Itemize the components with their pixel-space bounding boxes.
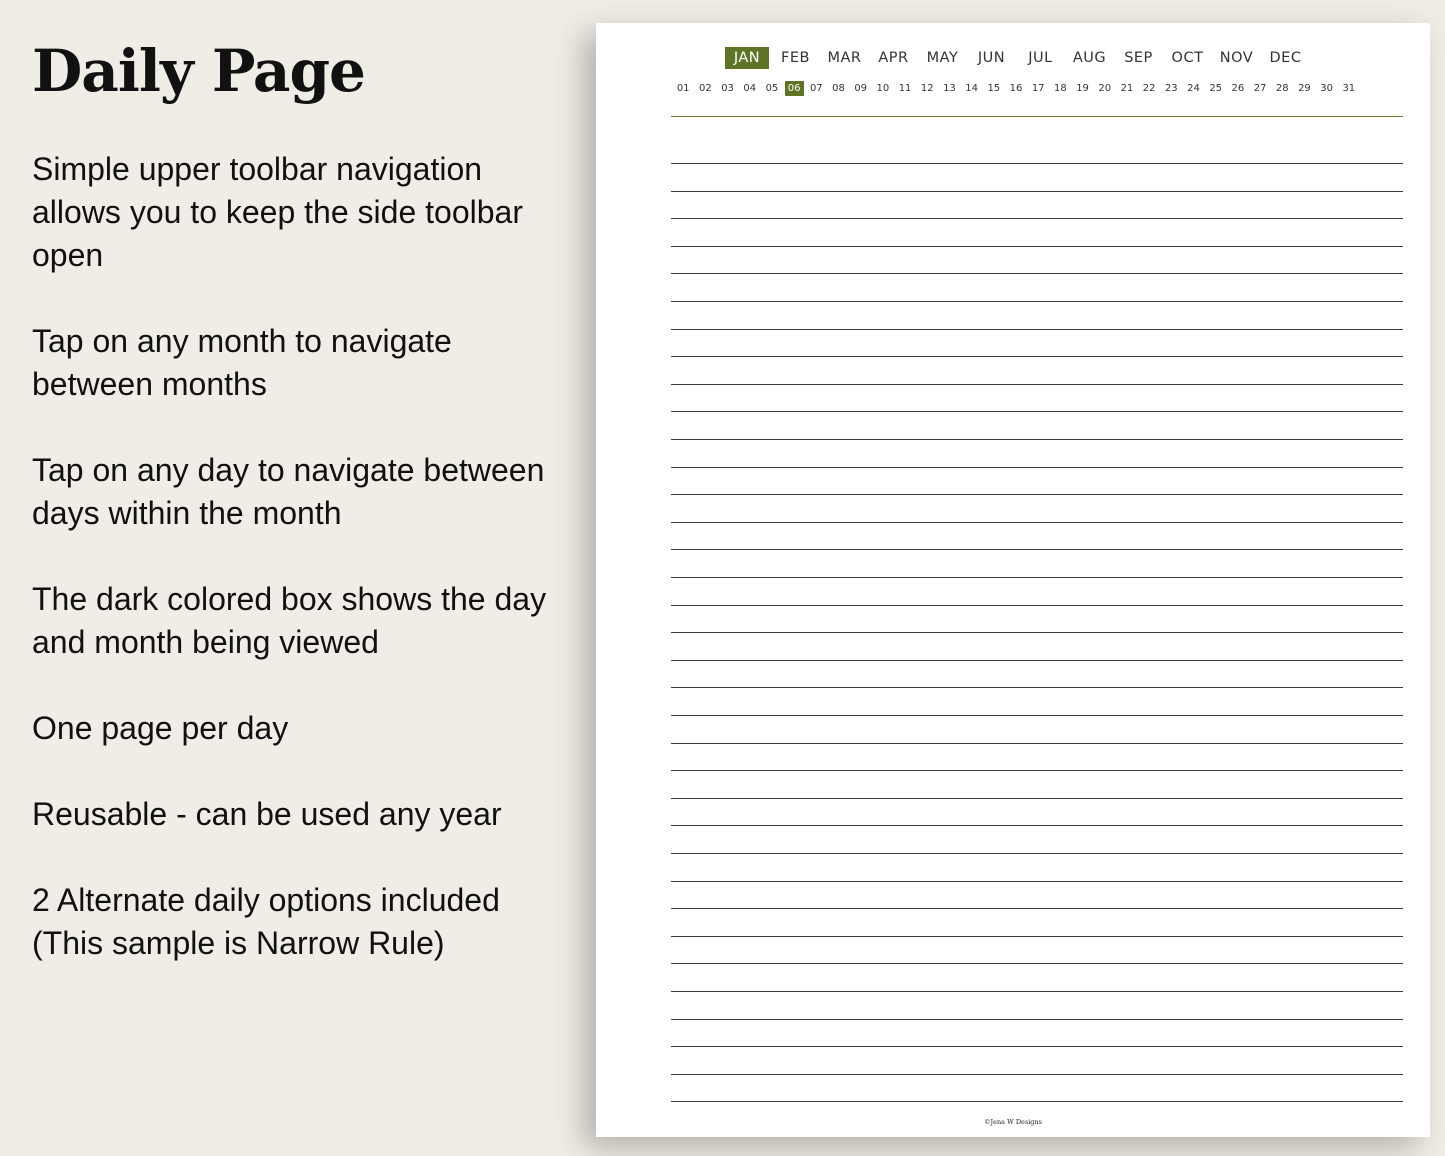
ruled-line [671, 881, 1403, 882]
day-link-31[interactable]: 31 [1342, 83, 1356, 94]
day-link-27[interactable]: 27 [1253, 83, 1267, 94]
ruled-line [671, 743, 1403, 744]
day-link-20[interactable]: 20 [1098, 83, 1112, 94]
month-tab-jul[interactable]: JUL [1028, 50, 1053, 66]
feature-day-navigation: Tap on any day to navigate between days within the month [32, 452, 545, 531]
day-link-18[interactable]: 18 [1054, 83, 1067, 94]
month-tab-apr[interactable]: APR [878, 50, 909, 66]
day-link-14[interactable]: 14 [965, 83, 978, 94]
day-link-29[interactable]: 29 [1298, 83, 1311, 94]
ruled-line [671, 549, 1403, 550]
ruled-line [671, 936, 1403, 937]
day-link-09[interactable]: 09 [854, 83, 868, 94]
month-tab-mar[interactable]: MAR [827, 50, 862, 66]
ruled-line [671, 301, 1403, 302]
ruled-line [671, 605, 1403, 606]
day-link-04[interactable]: 04 [743, 83, 757, 94]
month-tab-jan[interactable]: JAN [725, 47, 769, 69]
day-link-01[interactable]: 01 [676, 83, 690, 94]
ruled-line [671, 191, 1403, 192]
day-link-30[interactable]: 30 [1320, 83, 1333, 94]
feature-one-page-per-day: One page per day [32, 710, 289, 746]
ruled-line [671, 798, 1403, 799]
month-tab-dec[interactable]: DEC [1269, 50, 1302, 66]
feature-reusable: Reusable - can be used any year [32, 796, 502, 832]
ruled-line [671, 577, 1403, 578]
ruled-line [671, 687, 1403, 688]
ruled-line [671, 908, 1403, 909]
day-link-08[interactable]: 08 [832, 83, 845, 94]
copyright-footer: ©Jena W Designs [984, 1118, 1042, 1126]
day-link-19[interactable]: 19 [1076, 83, 1089, 94]
month-tab-nov[interactable]: NOV [1219, 50, 1254, 66]
ruled-line [671, 522, 1403, 523]
day-link-24[interactable]: 24 [1187, 83, 1200, 94]
ruled-line [671, 715, 1403, 716]
page-title: Daily Page [32, 37, 365, 105]
ruled-line [671, 632, 1403, 633]
header-divider [671, 116, 1403, 117]
ruled-line [671, 494, 1403, 495]
day-link-21[interactable]: 21 [1120, 83, 1134, 94]
day-link-13[interactable]: 13 [943, 83, 956, 94]
ruled-line [671, 1101, 1403, 1102]
month-tab-jun[interactable]: JUN [977, 50, 1006, 66]
ruled-line [671, 273, 1403, 274]
day-link-16[interactable]: 16 [1009, 83, 1023, 94]
day-link-17[interactable]: 17 [1031, 83, 1045, 94]
ruled-line [671, 770, 1403, 771]
day-link-28[interactable]: 28 [1275, 83, 1289, 94]
month-navigation-bar [596, 47, 1430, 69]
ruled-line [671, 853, 1403, 854]
day-link-15[interactable]: 15 [987, 83, 1001, 94]
ruled-line [671, 411, 1403, 412]
ruled-line [671, 660, 1403, 661]
ruled-line [671, 218, 1403, 219]
day-link-07[interactable]: 07 [809, 83, 823, 94]
day-link-06[interactable]: 06 [785, 81, 804, 96]
day-link-26[interactable]: 26 [1231, 83, 1245, 94]
day-link-03[interactable]: 03 [721, 83, 734, 94]
day-link-05[interactable]: 05 [765, 83, 779, 94]
ruled-line [671, 1046, 1403, 1047]
description-panel [32, 0, 572, 1156]
ruled-line [671, 246, 1403, 247]
day-link-23[interactable]: 23 [1164, 83, 1178, 94]
month-tab-oct[interactable]: OCT [1171, 50, 1204, 66]
feature-month-navigation: Tap on any month to navigate between months [32, 323, 452, 402]
day-link-12[interactable]: 12 [920, 83, 934, 94]
ruled-line [671, 825, 1403, 826]
planner-page [596, 23, 1430, 1137]
day-link-02[interactable]: 02 [699, 83, 712, 94]
ruled-line [671, 991, 1403, 992]
ruled-line [671, 329, 1403, 330]
month-tab-may[interactable]: MAY [926, 50, 959, 66]
ruled-line [671, 1074, 1403, 1075]
day-link-25[interactable]: 25 [1209, 83, 1223, 94]
ruled-line [671, 356, 1403, 357]
day-link-10[interactable]: 10 [876, 83, 890, 94]
month-tab-sep[interactable]: SEP [1124, 50, 1153, 66]
feature-selected-box: The dark colored box shows the day and month being viewed [32, 581, 547, 660]
feature-toolbar-navigation: Simple upper toolbar navigation allows you to keep the side toolbar open [32, 151, 523, 273]
month-tab-aug[interactable]: AUG [1072, 50, 1107, 66]
ruled-line [671, 1019, 1403, 1020]
feature-alternate-options: 2 Alternate daily options included (This sample is Narrow Rule) [32, 882, 500, 961]
ruled-line [671, 467, 1403, 468]
day-link-22[interactable]: 22 [1142, 83, 1156, 94]
ruled-line [671, 963, 1403, 964]
ruled-line [671, 163, 1403, 164]
ruled-line [671, 384, 1403, 385]
month-tab-feb[interactable]: FEB [781, 50, 810, 66]
day-navigation-bar [596, 81, 1430, 96]
ruled-line [671, 439, 1403, 440]
day-link-11[interactable]: 11 [898, 83, 912, 94]
